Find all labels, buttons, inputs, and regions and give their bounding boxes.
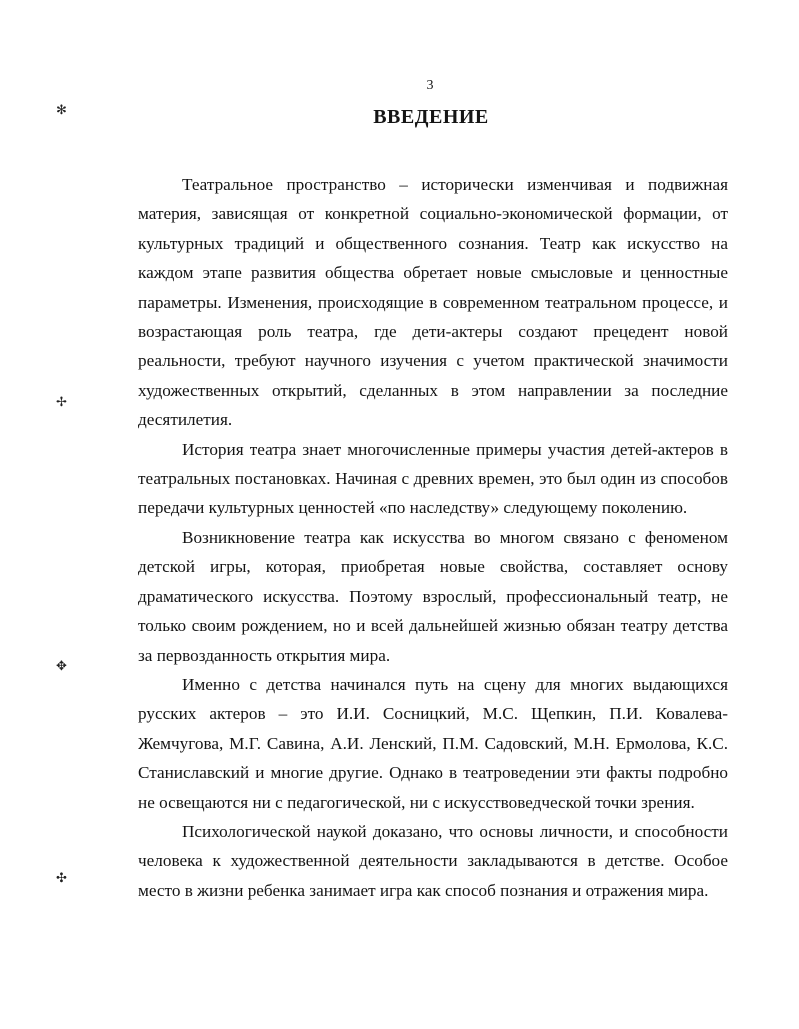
paragraph: История театра знает многочисленные примеры участия детей-актеров в театральных постановках. Начиная с древних времен, это был один из способов передачи культурных ценностей «по наследству» следующему поколению. [138,439,728,518]
paragraph: Возникновение театра как искусства во многом связано с феноменом детской игры, которая, приобретая новые свойства, составляет основу драматического искусства. Поэтому взрослый, профессиональный театр, не только своим рождением, но и всей дальнейшей жизнью обязан театру детства за первозданность открытия мира. [138,527,728,665]
margin-mark-icon: ✢ [56,395,67,410]
margin-mark-icon: ✥ [56,659,67,674]
paragraph: Театральное пространство – исторически изменчивая и подвижная материя, зависящая от конкретной социально-экономической формации, от культурных традиций и общественного сознания. Театр как искусство на каждом этапе развития общества обретает новые смысловые и ценностные параметры. Изменения, происходящие в современном театральном процессе, и возрастающая роль театра, где дети-актеры создают прецедент новой реальности, требуют научного изучения с учетом практической значимости художественных открытий, сделанных в этом направлении за последние десятилетия. [138,175,728,430]
page-number: 3 [426,78,434,93]
page-title: ВВЕДЕНИЕ [373,106,489,128]
document-body [138,170,728,905]
paragraph: Психологической наукой доказано, что основы личности, и способности человека к художественной деятельности закладываются в детстве. Особое место в жизни ребенка занимает игра как способ познания и отражения мира. [138,821,728,900]
paragraph: Именно с детства начинался путь на сцену для многих выдающихся русских актеров – это И.И. Сосницкий, М.С. Щепкин, П.И. Ковалева-Жемчугова, М.Г. Савина, А.И. Ленский, П.М. Садовский, М.Н. Ермолова, К.С. Станиславский и многие другие. Однако в театроведении эти факты подробно не освещаются ни с педагогической, ни с искусствоведческой точки зрения. [138,674,728,812]
margin-mark-icon: ✣ [56,871,67,886]
margin-mark-icon: ✻ [56,103,67,118]
